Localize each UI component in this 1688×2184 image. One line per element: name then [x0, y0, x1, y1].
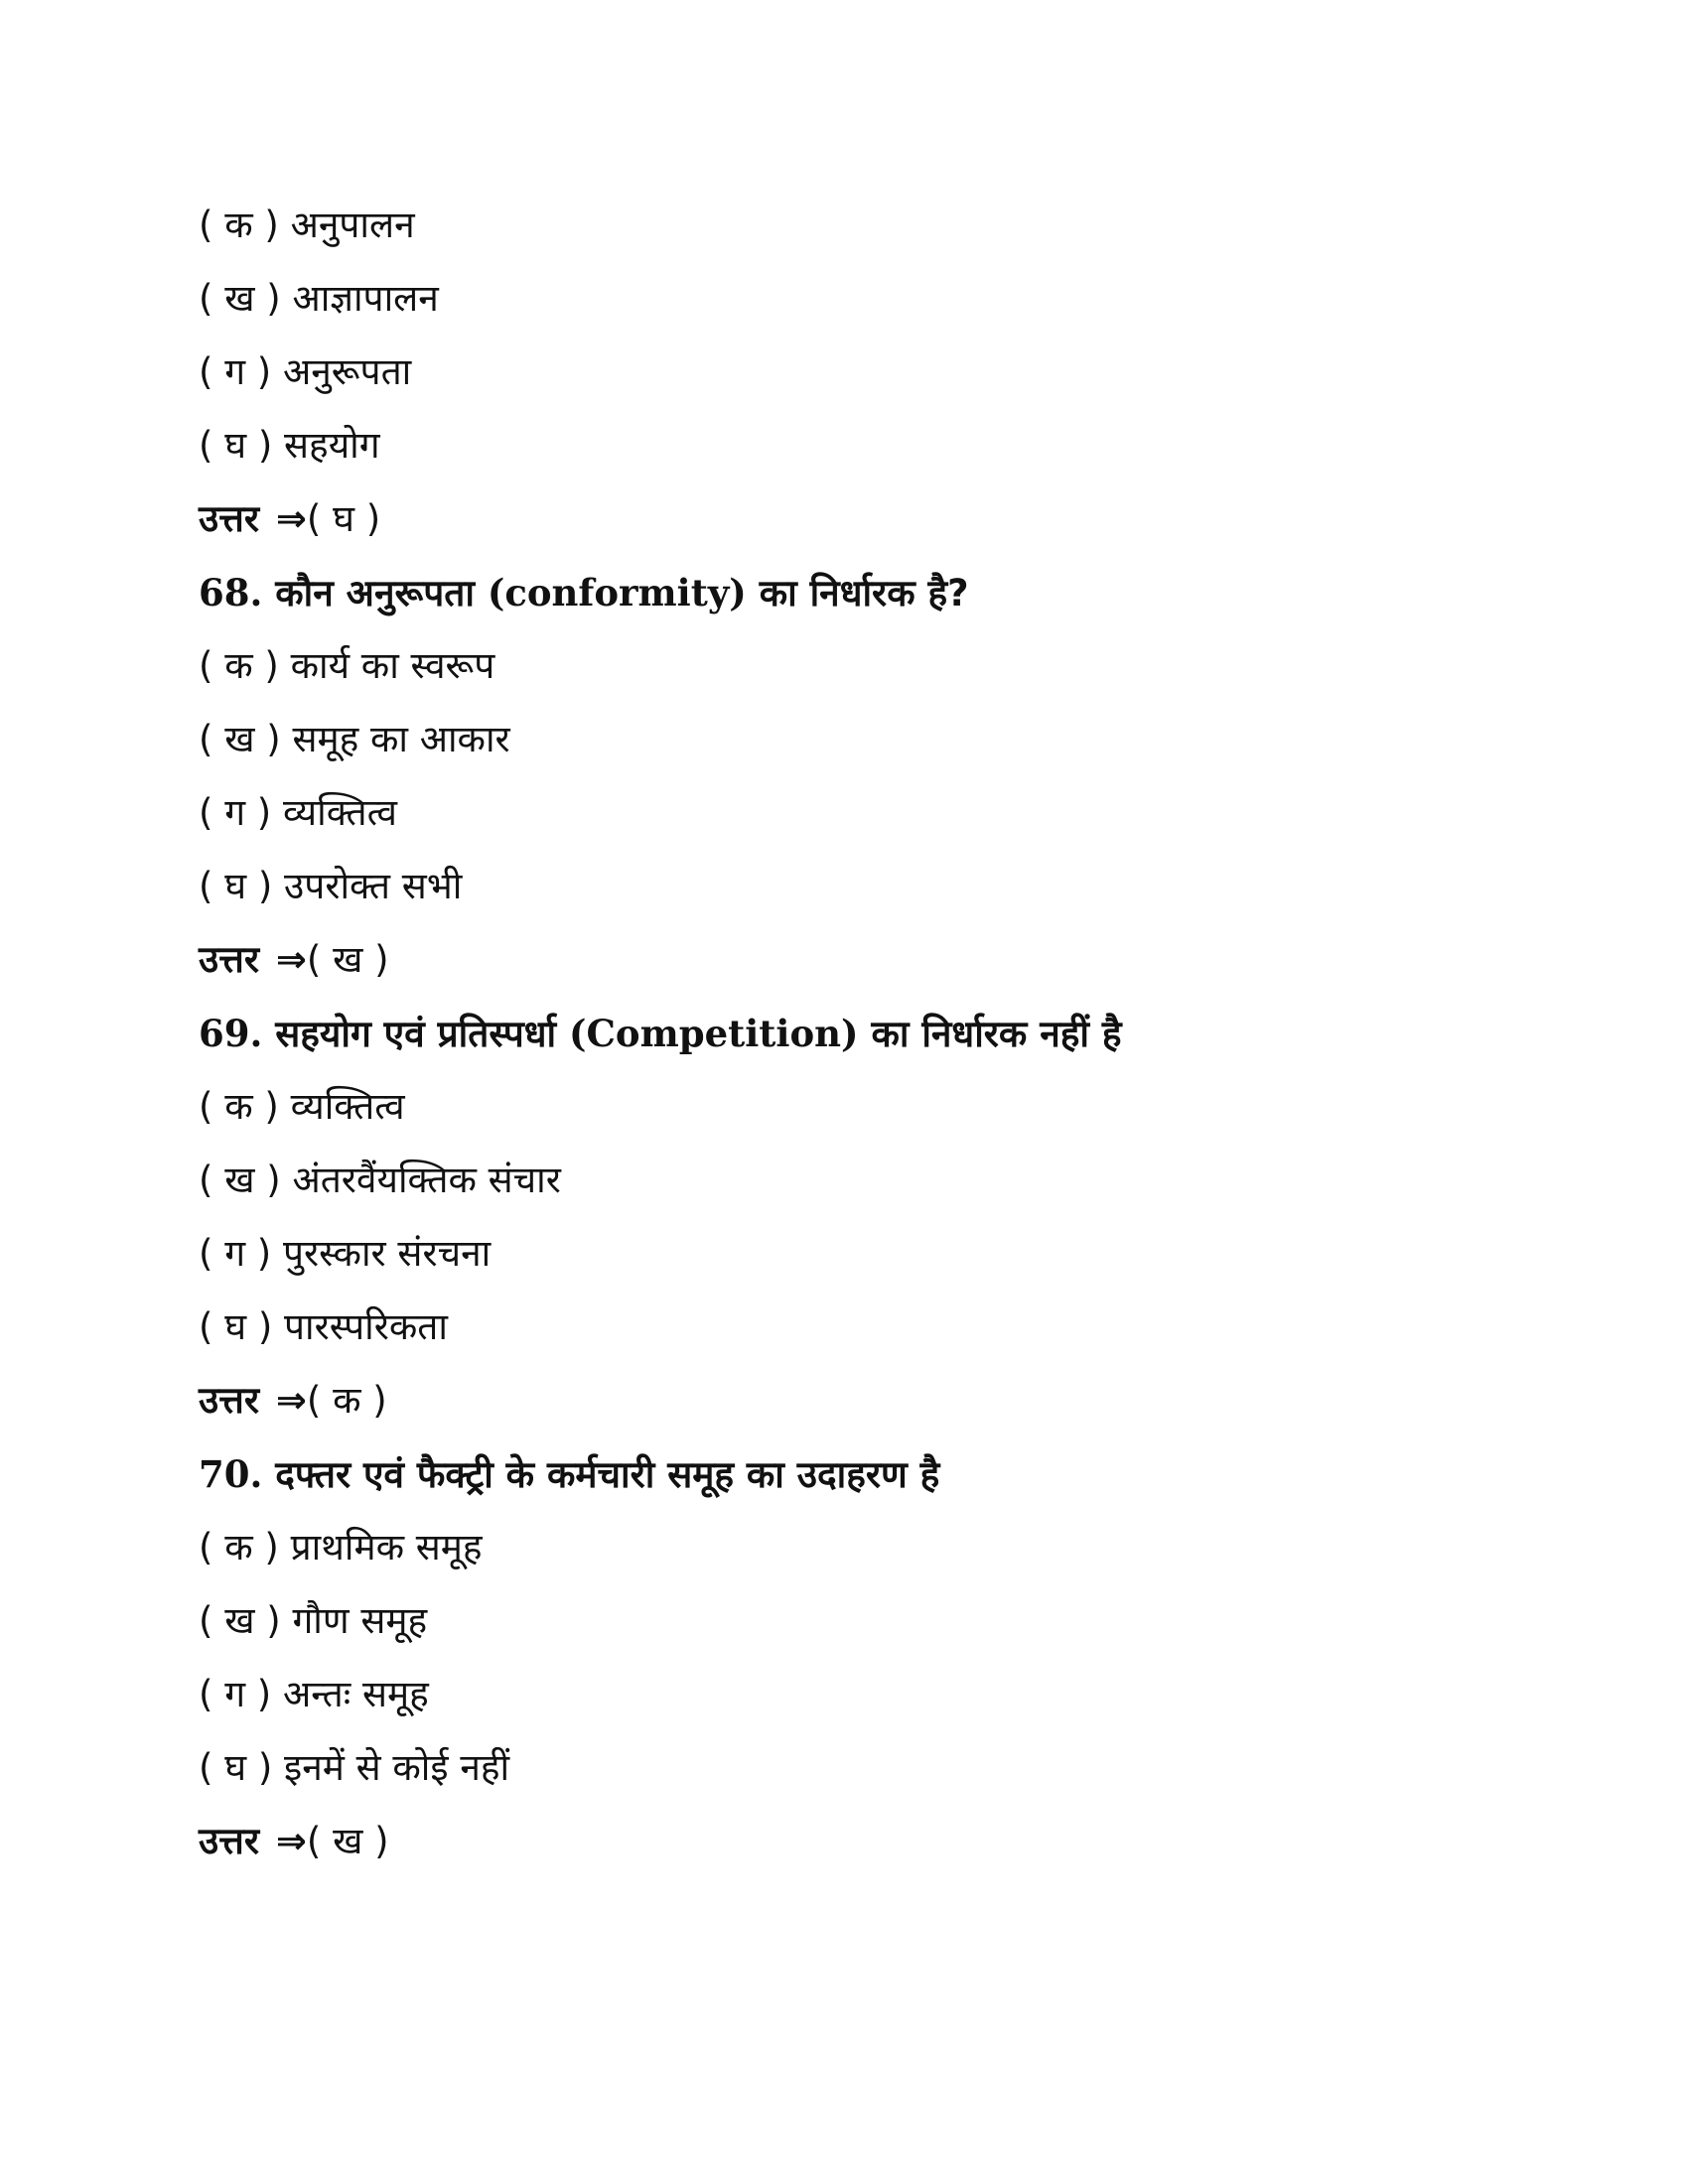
question-text: दफ्तर एवं फैक्ट्री के कर्मचारी समूह का उदाहरण है [275, 1453, 940, 1496]
option-ka [199, 1511, 1589, 1584]
question-english-term: (conformity) [487, 571, 747, 614]
option-text: इनमें से कोई नहीं [284, 1746, 510, 1789]
option-label: ( ग ) [199, 791, 272, 834]
option-ka [199, 629, 1589, 703]
question-number: 68. [199, 571, 263, 614]
option-text: समूह का आकार [292, 718, 510, 760]
option-label: ( घ ) [199, 1305, 273, 1348]
option-label: ( ख ) [199, 1599, 281, 1642]
option-label: ( घ ) [199, 424, 273, 467]
option-kha [199, 1584, 1589, 1658]
option-label: ( ग ) [199, 1673, 272, 1715]
answer-value: ( घ ) [306, 497, 381, 540]
option-text: अनुपालन [290, 204, 415, 246]
option-ka [199, 189, 1589, 262]
answer-value: ( क ) [306, 1379, 387, 1422]
option-label: ( क ) [199, 1526, 279, 1569]
answer-line [199, 482, 1589, 556]
option-label: ( ख ) [199, 1159, 281, 1201]
answer-prefix: उत्तर [199, 938, 259, 981]
option-gha [199, 1291, 1589, 1364]
option-text: आज्ञापालन [292, 277, 439, 320]
q67-options-block [199, 189, 1589, 556]
question-text-end: का निर्धारक नहीं है [871, 1013, 1122, 1055]
answer-prefix: उत्तर [199, 1820, 259, 1862]
option-text: अनुरूपता [283, 350, 412, 393]
option-label: ( क ) [199, 204, 279, 246]
option-gha [199, 850, 1589, 923]
option-ga [199, 1217, 1589, 1291]
option-text: पुरस्कार संरचना [283, 1232, 492, 1275]
arrow-icon: ⇒ [275, 497, 307, 540]
option-kha [199, 703, 1589, 776]
option-kha [199, 1144, 1589, 1217]
option-text: प्राथमिक समूह [290, 1526, 483, 1569]
arrow-icon: ⇒ [275, 1820, 307, 1862]
document-page [199, 189, 1589, 1878]
option-text: पारस्परिकता [284, 1305, 448, 1348]
answer-line [199, 923, 1589, 997]
answer-line [199, 1805, 1589, 1878]
question-text-end: का निर्धारक है? [759, 572, 969, 614]
answer-prefix: उत्तर [199, 1379, 259, 1422]
option-text: व्यक्तित्व [290, 1085, 405, 1128]
question-number: 70. [199, 1452, 263, 1496]
option-text: अंतरवैंयक्तिक संचार [292, 1159, 561, 1201]
question-text: सहयोग एवं प्रतिस्पर्धा [275, 1013, 557, 1055]
question-heading [199, 556, 1589, 629]
option-label: ( क ) [199, 1085, 279, 1128]
question-68-block [199, 556, 1589, 997]
option-ga [199, 1658, 1589, 1731]
option-label: ( ख ) [199, 718, 281, 760]
option-ga [199, 776, 1589, 850]
option-text: सहयोग [284, 424, 380, 467]
question-70-block [199, 1437, 1589, 1878]
option-text: उपरोक्त सभी [284, 865, 463, 907]
option-label: ( ग ) [199, 350, 272, 393]
arrow-icon: ⇒ [275, 1379, 307, 1422]
option-ka [199, 1070, 1589, 1144]
option-ga [199, 336, 1589, 409]
option-label: ( ग ) [199, 1232, 272, 1275]
option-label: ( घ ) [199, 1746, 273, 1789]
answer-value: ( ख ) [306, 1820, 389, 1862]
question-heading [199, 1437, 1589, 1511]
option-label: ( ख ) [199, 277, 281, 320]
answer-prefix: उत्तर [199, 497, 259, 540]
option-label: ( क ) [199, 644, 279, 687]
question-text: कौन अनुरूपता [275, 572, 475, 614]
option-text: कार्य का स्वरूप [290, 644, 495, 687]
answer-value: ( ख ) [306, 938, 389, 981]
question-number: 69. [199, 1012, 263, 1055]
option-text: व्यक्तित्व [283, 791, 397, 834]
option-kha [199, 262, 1589, 336]
question-heading [199, 997, 1589, 1070]
question-english-term: (Competition) [568, 1012, 859, 1055]
option-text: गौण समूह [292, 1599, 428, 1642]
option-text: अन्तः समूह [283, 1673, 429, 1715]
arrow-icon: ⇒ [275, 938, 307, 981]
answer-line [199, 1364, 1589, 1437]
option-label: ( घ ) [199, 865, 273, 907]
option-gha [199, 409, 1589, 482]
option-gha [199, 1731, 1589, 1805]
question-69-block [199, 997, 1589, 1437]
